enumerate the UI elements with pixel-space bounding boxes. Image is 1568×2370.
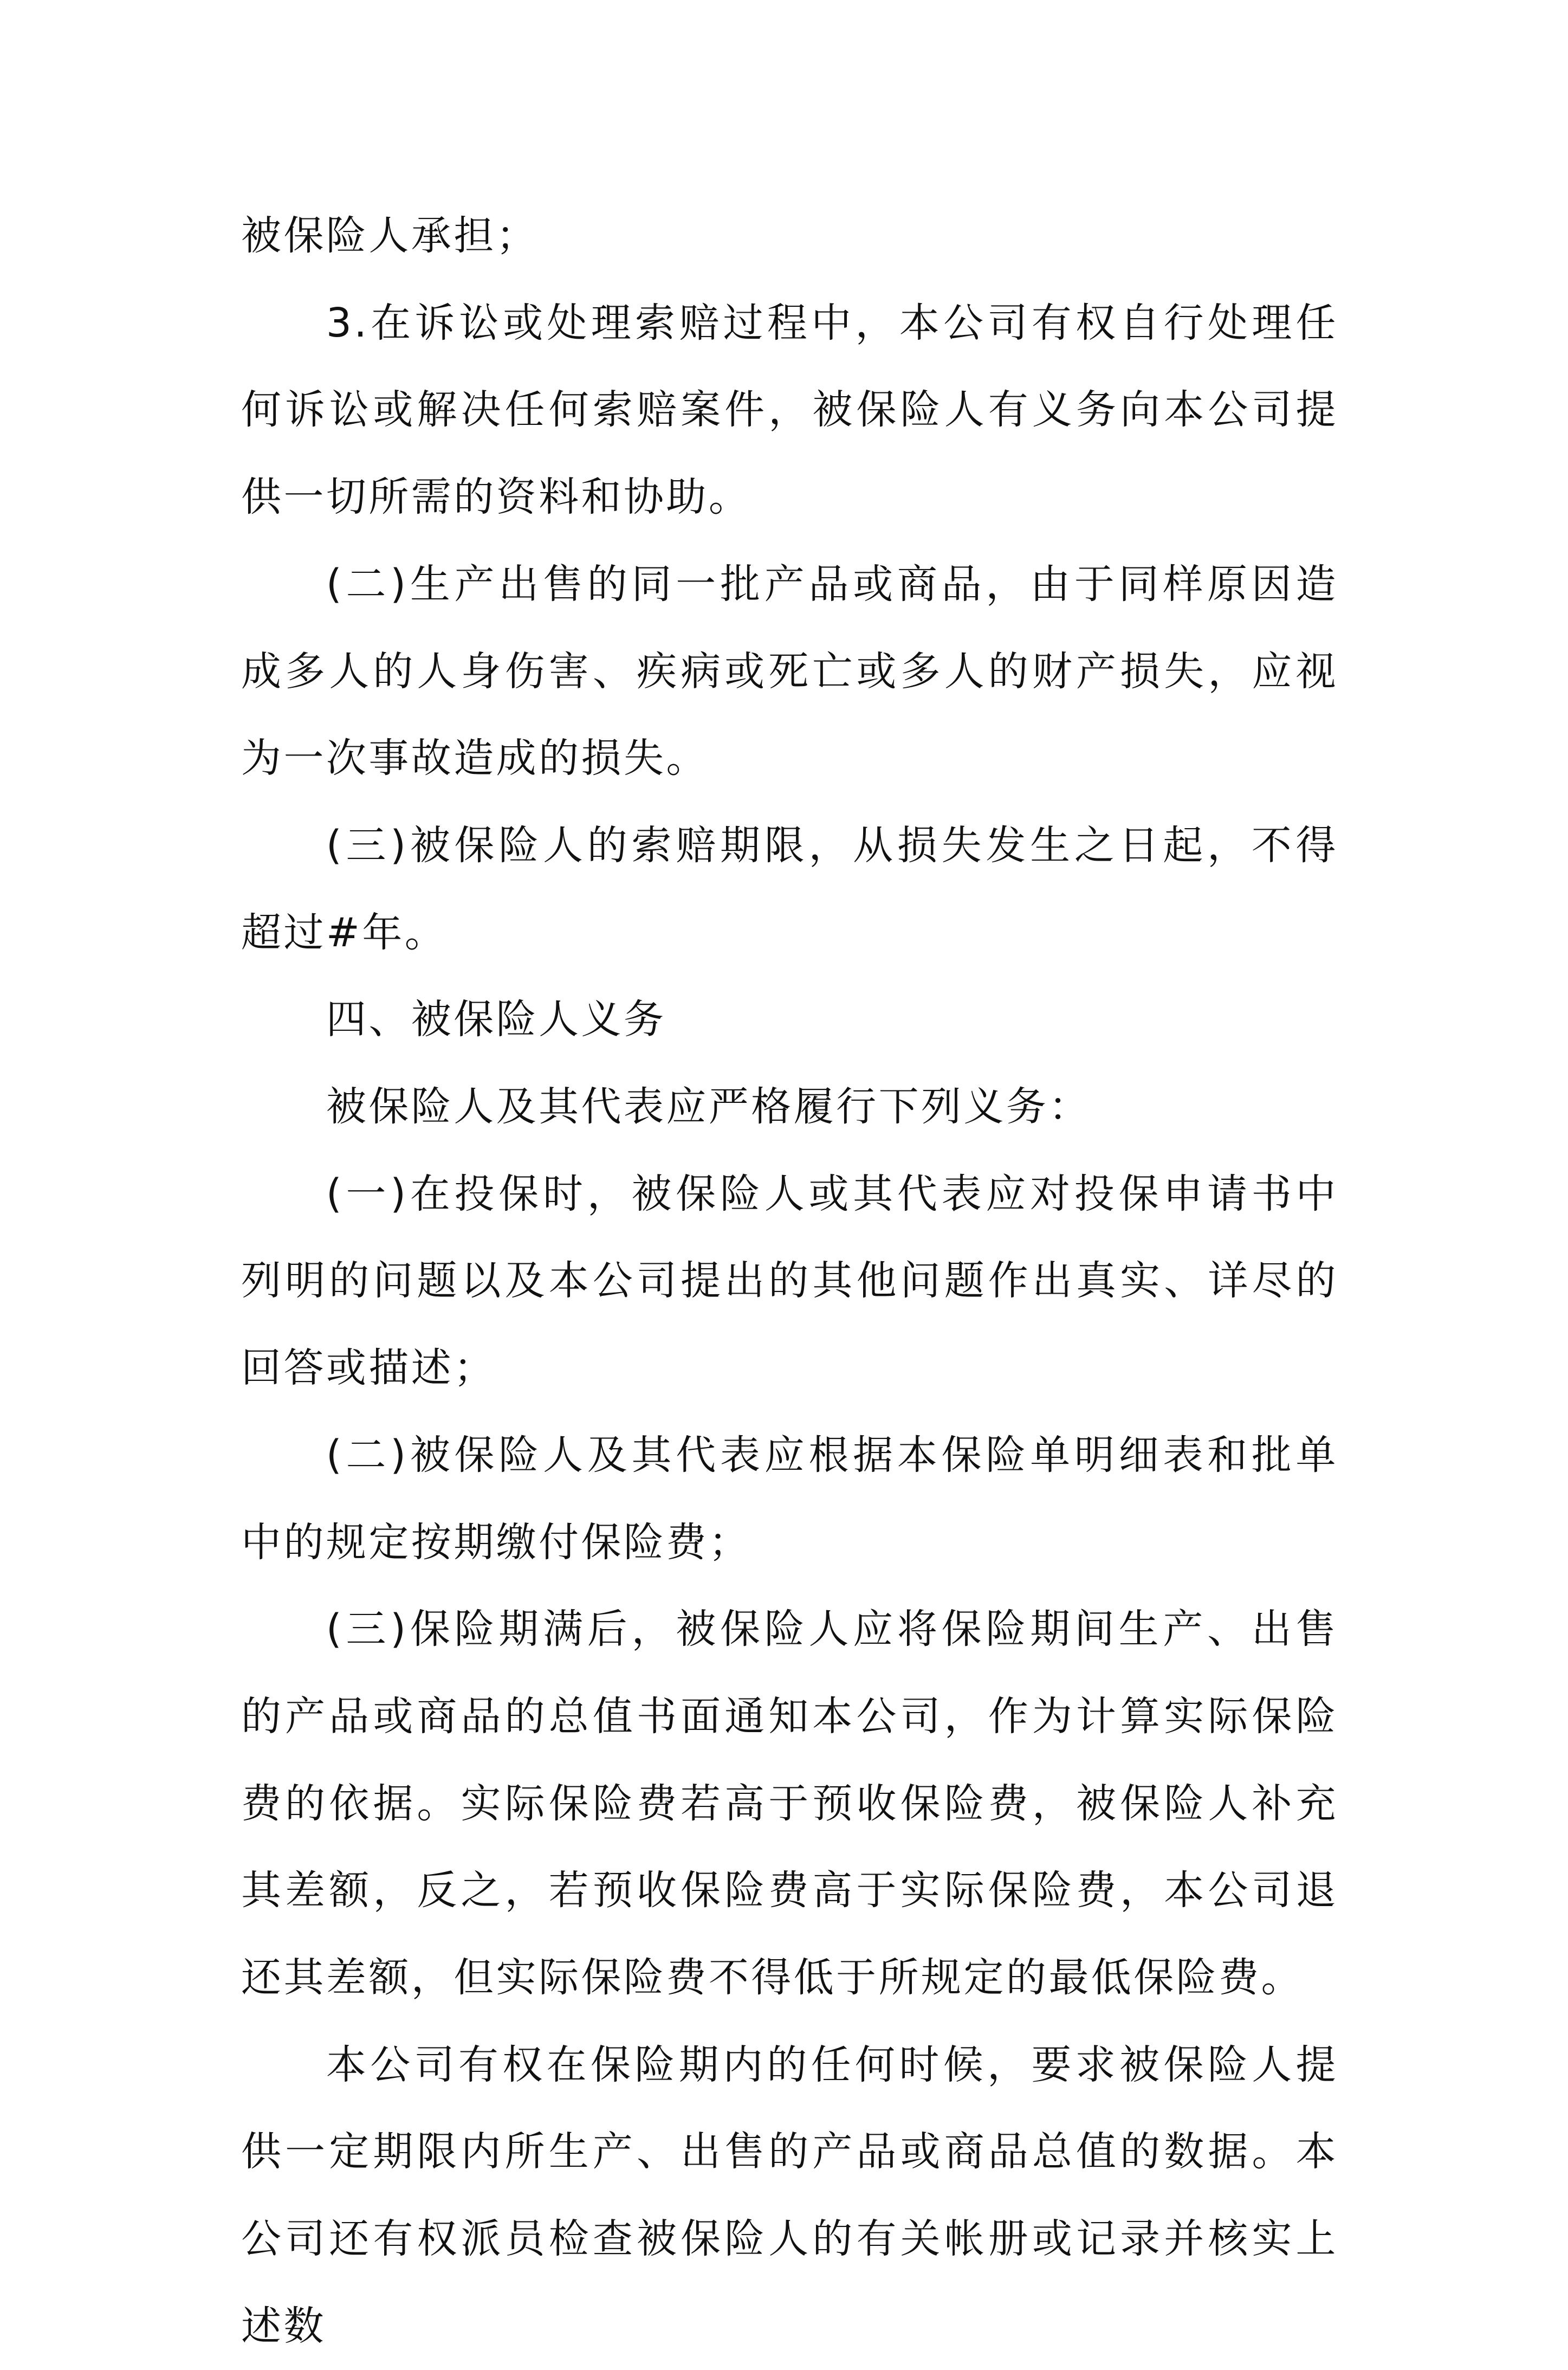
paragraph-clause-3: 3.在诉讼或处理索赔过程中，本公司有权自行处理任何诉讼或解决任何索赔案件，被保险人有义务向本公司提供一切所需的资料和协助。: [241, 299, 1338, 521]
paragraph-obligation-3: (三)保险期满后，被保险人应将保险期间生产、出售的产品或商品的总值书面通知本公司，作为计算实际保险费的依据。实际保险费若高于预收保险费，被保险人补充其差额，反之，若预收保险费高于实际保险费，本公司退还其差额，但实际保险费不得低于所规定的最低保险费。: [241, 1606, 1338, 2001]
section-heading-insured-obligations: 四、被保险人义务: [326, 996, 666, 1043]
paragraph-obligation-2: (二)被保险人及其代表应根据本保险单明细表和批单中的规定按期缴付保险费；: [241, 1431, 1338, 1566]
paragraph-item-3-claim-period: (三)被保险人的索赔期限，从损失发生之日起，不得超过#年。: [241, 822, 1338, 956]
paragraph-item-2-same-batch: (二)生产出售的同一批产品或商品，由于同样原因造成多人的人身伤害、疾病或死亡或多人的财产损失，应视为一次事故造成的损失。: [241, 560, 1338, 782]
body-text: [241, 192, 1338, 2370]
paragraph-obligation-1: (一)在投保时，被保险人或其代表应对投保申请书中列明的问题以及本公司提出的其他问题作出真实、详尽的回答或描述；: [241, 1170, 1338, 1392]
paragraph-continuation: 被保险人承担；: [241, 212, 539, 259]
paragraph-company-rights: 本公司有权在保险期内的任何时候，要求被保险人提供一定期限内所生产、出售的产品或商品总值的数据。本公司还有权派员检查被保险人的有关帐册或记录并核实上述数: [241, 2041, 1338, 2349]
paragraph-obligations-intro: 被保险人及其代表应严格履行下列义务：: [326, 1083, 1091, 1131]
